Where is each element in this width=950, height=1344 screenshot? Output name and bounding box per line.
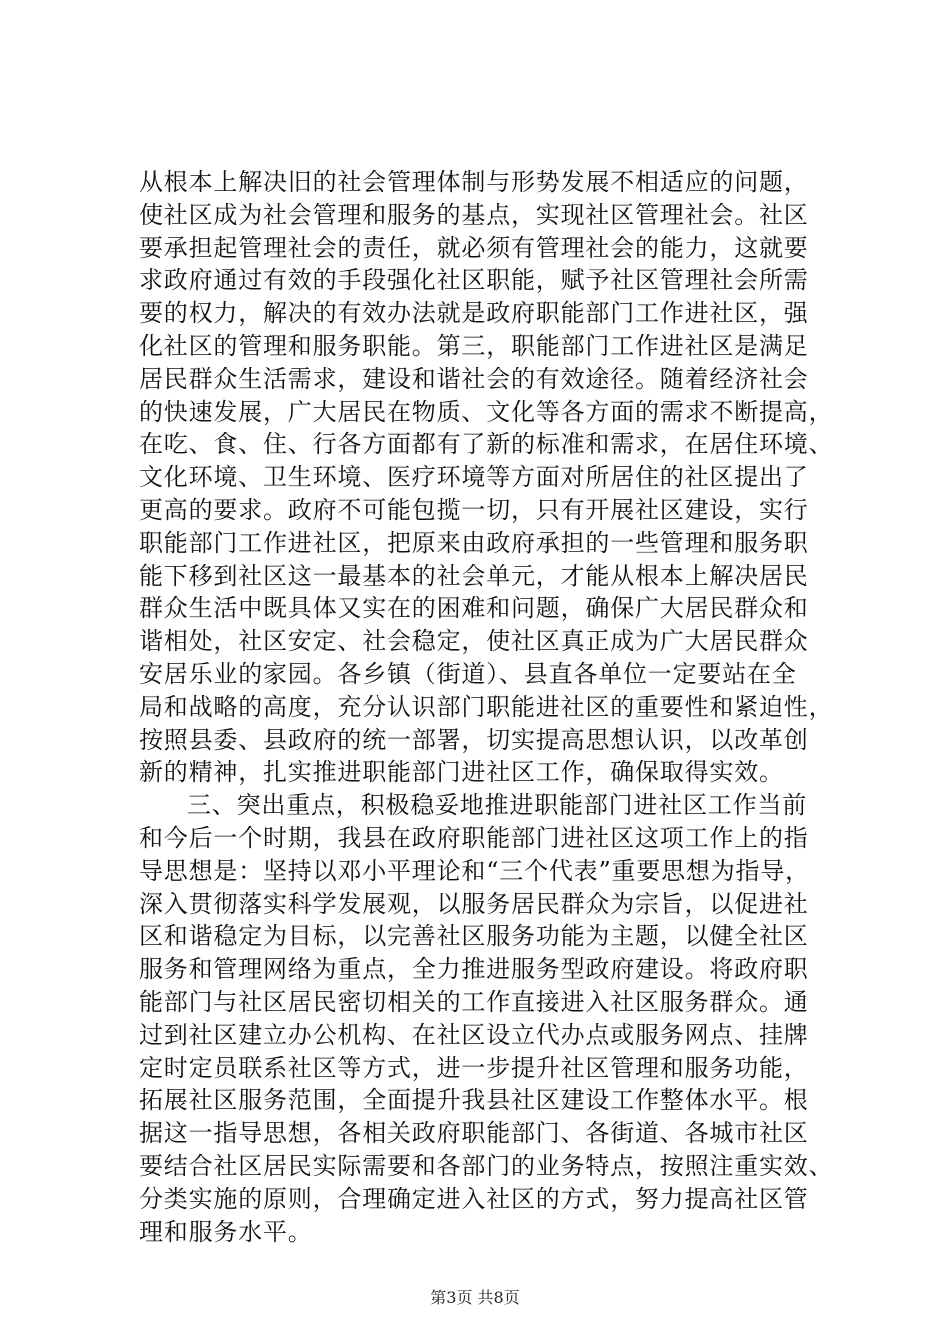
text-line: 按照县委、县政府的统一部署，切实提高思想认识，以改革创 <box>139 725 809 754</box>
text-line: 分类实施的原则，合理确定进入社区的方式，努力提高社区管 <box>139 1184 809 1213</box>
text-line: 居民群众生活需求，建设和谐社会的有效途径。随着经济社会 <box>139 364 809 393</box>
text-line: 使社区成为社会管理和服务的基点，实现社区管理社会。社区 <box>139 200 809 229</box>
paragraph-start-line: 三、突出重点，积极稳妥地推进职能部门进社区工作当前 <box>187 791 807 820</box>
text-line: 过到社区建立办公机构、在社区设立代办点或服务网点、挂牌 <box>139 1020 809 1049</box>
text-line: 局和战略的高度，充分认识部门职能进社区的重要性和紧迫性， <box>139 692 834 721</box>
text-line: 谐相处，社区安定、社会稳定，使社区真正成为广大居民群众 <box>139 627 809 656</box>
text-line: 定时定员联系社区等方式，进一步提升社区管理和服务功能， <box>139 1053 809 1082</box>
text-line: 能部门与社区居民密切相关的工作直接进入社区服务群众。通 <box>139 987 809 1016</box>
text-line: 服务和管理网络为重点，全力推进服务型政府建设。将政府职 <box>139 955 809 984</box>
text-line: 要结合社区居民实际需要和各部门的业务特点，按照注重实效、 <box>139 1151 834 1180</box>
text-line: 新的精神，扎实推进职能部门进社区工作，确保取得实效。 <box>139 758 784 787</box>
text-line: 从根本上解决旧的社会管理体制与形势发展不相适应的问题， <box>139 168 809 196</box>
text-line: 和今后一个时期，我县在政府职能部门进社区这项工作上的指 <box>139 823 809 852</box>
text-line: 导思想是：坚持以邓小平理论和“三个代表”重要思想为指导， <box>139 856 810 885</box>
text-line: 的快速发展，广大居民在物质、文化等各方面的需求不断提高， <box>139 397 834 426</box>
text-line: 群众生活中既具体又实在的困难和问题，确保广大居民群众和 <box>139 594 809 623</box>
body-text <box>139 166 839 1248</box>
text-line: 据这一指导思想，各相关政府职能部门、各街道、各城市社区 <box>139 1119 809 1148</box>
text-line: 职能部门工作进社区，把原来由政府承担的一些管理和服务职 <box>139 528 809 557</box>
page-number-footer: 第3页 共8页 <box>430 1288 520 1307</box>
text-line: 求政府通过有效的手段强化社区职能，赋予社区管理社会所需 <box>139 266 809 295</box>
text-line: 拓展社区服务范围，全面提升我县社区建设工作整体水平。根 <box>139 1086 809 1115</box>
text-line: 更高的要求。政府不可能包揽一切，只有开展社区建设，实行 <box>139 495 809 524</box>
text-line: 区和谐稳定为目标，以完善社区服务功能为主题，以健全社区 <box>139 922 809 951</box>
text-line: 要的权力，解决的有效办法就是政府职能部门工作进社区，强 <box>139 299 809 328</box>
text-line: 深入贯彻落实科学发展观，以服务居民群众为宗旨，以促进社 <box>139 889 809 918</box>
text-line: 安居乐业的家园。各乡镇（街道）、县直各单位一定要站在全 <box>139 659 797 688</box>
text-line: 文化环境、卫生环境、医疗环境等方面对所居住的社区提出了 <box>139 463 809 492</box>
text-line: 理和服务水平。 <box>139 1217 313 1246</box>
text-line: 在吃、食、住、行各方面都有了新的标准和需求，在居住环境、 <box>139 430 834 459</box>
text-line: 能下移到社区这一最基本的社会单元，才能从根本上解决居民 <box>139 561 809 590</box>
text-line: 化社区的管理和服务职能。第三，职能部门工作进社区是满足 <box>139 331 809 360</box>
text-line: 要承担起管理社会的责任，就必须有管理社会的能力，这就要 <box>139 233 809 262</box>
